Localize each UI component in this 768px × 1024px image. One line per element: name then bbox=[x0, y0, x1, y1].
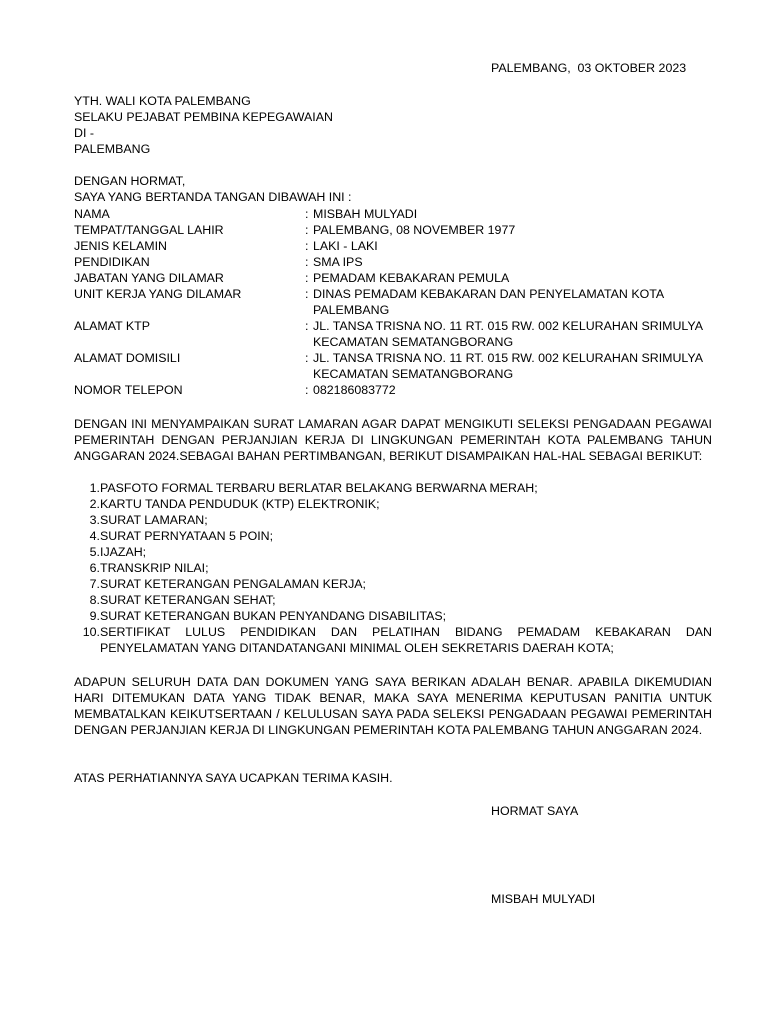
document-list-item bbox=[74, 576, 712, 592]
list-text: SERTIFIKAT LULUS PENDIDIKAN DAN PELATIHAN BIDANG PEMADAM KEBAKARAN DAN PENYELAMATAN YANG DITANDATANGANI MINIMAL OLEH SEKRETARIS DAERAH KOTA; bbox=[100, 625, 712, 655]
document-list-item bbox=[74, 592, 712, 608]
colon-separator: : bbox=[305, 383, 309, 397]
recipient-line: SELAKU PEJABAT PEMBINA KEPEGAWAIAN bbox=[74, 110, 333, 124]
list-number-wrap bbox=[74, 576, 100, 592]
document-list-item bbox=[74, 496, 712, 512]
list-number: 3. bbox=[89, 513, 100, 527]
field-label: NAMA bbox=[74, 207, 110, 221]
field-value: JL. TANSA TRISNA NO. 11 RT. 015 RW. 002 KELURAHAN SRIMULYA KECAMATAN SEMATANGBORANG bbox=[313, 351, 703, 381]
list-text: PASFOTO FORMAL TERBARU BERLATAR BELAKANG BERWARNA MERAH; bbox=[100, 481, 538, 495]
document-list-item bbox=[74, 608, 712, 624]
field-row bbox=[74, 382, 714, 398]
list-text: SURAT KETERANGAN SEHAT; bbox=[100, 593, 276, 607]
thanks-paragraph: ATAS PERHATIANNYA SAYA UCAPKAN TERIMA KASIH. bbox=[74, 771, 393, 785]
list-number: 10. bbox=[82, 625, 100, 639]
field-value-wrap bbox=[305, 206, 714, 222]
document-list-item bbox=[74, 528, 712, 544]
list-text: SURAT KETERANGAN BUKAN PENYANDANG DISABILITAS; bbox=[100, 609, 447, 623]
field-label: TEMPAT/TANGGAL LAHIR bbox=[74, 223, 224, 237]
list-text: TRANSKRIP NILAI; bbox=[100, 561, 209, 575]
list-number-wrap bbox=[74, 512, 100, 528]
field-value: 082186083772 bbox=[313, 383, 396, 397]
list-text: IJAZAH; bbox=[100, 545, 147, 559]
field-value: JL. TANSA TRISNA NO. 11 RT. 015 RW. 002 KELURAHAN SRIMULYA KECAMATAN SEMATANGBORANG bbox=[313, 319, 703, 349]
list-number: 9. bbox=[89, 609, 100, 623]
field-value-wrap bbox=[305, 270, 714, 286]
list-number: 4. bbox=[89, 529, 100, 543]
list-number-wrap bbox=[74, 544, 100, 560]
field-label: JENIS KELAMIN bbox=[74, 239, 167, 253]
colon-separator: : bbox=[305, 319, 309, 333]
field-value: PALEMBANG, 08 NOVEMBER 1977 bbox=[313, 223, 516, 237]
field-row bbox=[74, 222, 714, 238]
list-number-wrap bbox=[74, 624, 100, 656]
field-row bbox=[74, 206, 714, 222]
document-list-item bbox=[74, 512, 712, 528]
applicant-details bbox=[74, 206, 714, 398]
colon-separator: : bbox=[305, 287, 309, 301]
recipient-address bbox=[74, 93, 714, 157]
field-row bbox=[74, 238, 714, 254]
document-list-item bbox=[74, 480, 712, 496]
field-label: JABATAN YANG DILAMAR bbox=[74, 271, 224, 285]
colon-separator: : bbox=[305, 223, 309, 237]
list-number-wrap bbox=[74, 480, 100, 496]
list-text: SURAT PERNYATAAN 5 POIN; bbox=[100, 529, 274, 543]
field-value-wrap bbox=[305, 254, 714, 270]
document-list-item bbox=[74, 624, 712, 656]
field-row bbox=[74, 350, 714, 382]
colon-separator: : bbox=[305, 207, 309, 221]
field-value-wrap bbox=[305, 318, 714, 350]
list-number: 1. bbox=[89, 481, 100, 495]
colon-separator: : bbox=[305, 351, 309, 365]
recipient-line: PALEMBANG bbox=[74, 142, 151, 156]
list-text: SURAT KETERANGAN PENGALAMAN KERJA; bbox=[100, 577, 366, 591]
list-number-wrap bbox=[74, 608, 100, 624]
list-number-wrap bbox=[74, 592, 100, 608]
field-value-wrap bbox=[305, 222, 714, 238]
field-value-wrap bbox=[305, 238, 714, 254]
colon-separator: : bbox=[305, 255, 309, 269]
list-number-wrap bbox=[74, 528, 100, 544]
opening bbox=[74, 173, 714, 205]
field-label: UNIT KERJA YANG DILAMAR bbox=[74, 287, 242, 301]
list-number: 7. bbox=[89, 577, 100, 591]
document-list-item bbox=[74, 544, 712, 560]
field-value: MISBAH MULYADI bbox=[313, 207, 418, 221]
signer-name: MISBAH MULYADI bbox=[491, 892, 596, 906]
list-number: 8. bbox=[89, 593, 100, 607]
document-list-item bbox=[74, 560, 712, 576]
colon-separator: : bbox=[305, 271, 309, 285]
field-value: SMA IPS bbox=[313, 255, 363, 269]
document-list bbox=[74, 480, 712, 656]
list-number-wrap bbox=[74, 560, 100, 576]
declaration-paragraph: ADAPUN SELURUH DATA DAN DOKUMEN YANG SAYA BERIKAN ADALAH BENAR. APABILA DIKEMUDIAN HARI DITEMUKAN DATA YANG TIDAK BENAR, MAKA SAYA MENERIMA KEPUTUSAN PANITIA UNTUK MEMBATALKAN KEIKUTSERTAAN / KELULUSAN SAYA PADA SELEKSI PENGADAAN PEGAWAI PEMERINTAH DENGAN PERJANJIAN KERJA DI LINGKUNGAN PEMERINTAH KOTA PALEMBANG TAHUN ANGGARAN 2024. bbox=[74, 675, 712, 737]
list-number: 2. bbox=[89, 497, 100, 511]
list-number-wrap bbox=[74, 496, 100, 512]
field-value: DINAS PEMADAM KEBAKARAN DAN PENYELAMATAN KOTA PALEMBANG bbox=[313, 287, 664, 317]
intro-line: SAYA YANG BERTANDA TANGAN DIBAWAH INI : bbox=[74, 190, 352, 204]
date-line: PALEMBANG, 03 OKTOBER 2023 bbox=[491, 61, 687, 75]
field-value: PEMADAM KEBAKARAN PEMULA bbox=[313, 271, 510, 285]
application-paragraph: DENGAN INI MENYAMPAIKAN SURAT LAMARAN AGAR DAPAT MENGIKUTI SELEKSI PENGADAAN PEGAWAI PEMERINTAH DENGAN PERJANJIAN KERJA DI LINGKUNGAN PEMERINTAH KOTA PALEMBANG TAHUN ANGGARAN 2024.SEBAGAI BAHAN PERTIMBANGAN, BERIKUT DISAMPAIKAN HAL-HAL SEBAGAI BERIKUT: bbox=[74, 417, 712, 463]
list-text: SURAT LAMARAN; bbox=[100, 513, 208, 527]
list-number: 5. bbox=[89, 545, 100, 559]
list-number: 6. bbox=[89, 561, 100, 575]
field-value-wrap bbox=[305, 350, 714, 382]
field-row bbox=[74, 286, 714, 318]
list-text: KARTU TANDA PENDUDUK (KTP) ELEKTRONIK; bbox=[100, 497, 380, 511]
field-label: ALAMAT KTP bbox=[74, 319, 150, 333]
recipient-line: DI - bbox=[74, 126, 94, 140]
field-label: PENDIDIKAN bbox=[74, 255, 150, 269]
field-label: NOMOR TELEPON bbox=[74, 383, 183, 397]
field-value-wrap bbox=[305, 286, 714, 318]
field-row bbox=[74, 270, 714, 286]
field-row bbox=[74, 254, 714, 270]
closing-salutation: HORMAT SAYA bbox=[491, 804, 579, 818]
field-value-wrap bbox=[305, 382, 714, 398]
recipient-line: YTH. WALI KOTA PALEMBANG bbox=[74, 94, 251, 108]
field-value: LAKI - LAKI bbox=[313, 239, 378, 253]
greeting: DENGAN HORMAT, bbox=[74, 174, 186, 188]
colon-separator: : bbox=[305, 239, 309, 253]
field-row bbox=[74, 318, 714, 350]
field-label: ALAMAT DOMISILI bbox=[74, 351, 181, 365]
